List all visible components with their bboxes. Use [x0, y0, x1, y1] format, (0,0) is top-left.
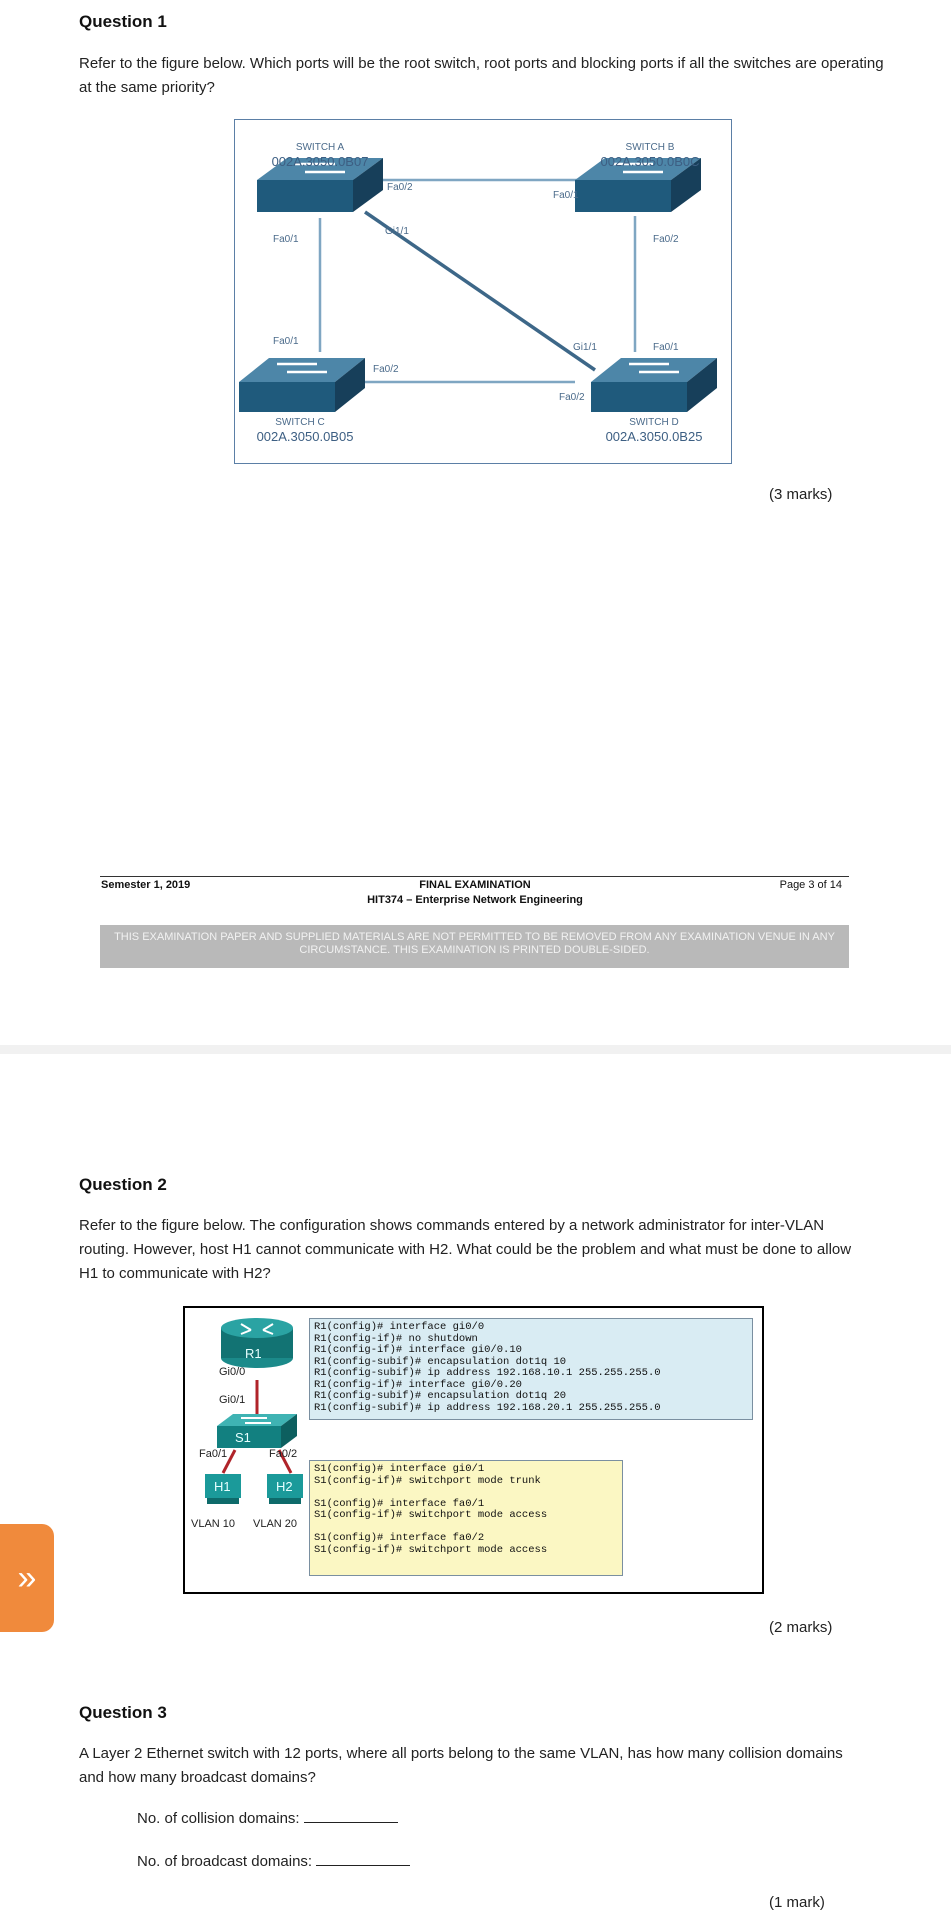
question-3-text: A Layer 2 Ethernet switch with 12 ports, where all ports belong to the same VLAN, has how many collision domains and how many broadcast domains? — [79, 1745, 843, 1786]
port-b-fa02: Fa0/2 — [653, 234, 679, 245]
h2-label: H2 — [276, 1479, 293, 1494]
question-1-title: Question 1 — [79, 12, 167, 31]
port-c-fa02: Fa0/2 — [373, 364, 399, 375]
broadcast-domains-blank[interactable] — [316, 1852, 410, 1866]
switch-a-mac: 002A.3050.0B07 — [271, 154, 369, 169]
stp-topology-figure — [234, 119, 732, 464]
s1-config-box: S1(config)# interface gi0/1 S1(config-if)# switchport mode trunk S1(config)# interface fa0/1 S1(config-if)# switchport mode access S1(config)# interface fa0/2 S1(config-if)# switchport mode access — [309, 1460, 623, 1576]
h1-label: H1 — [214, 1479, 231, 1494]
switch-c-name: SWITCH C — [275, 417, 325, 428]
question-3-title: Question 3 — [79, 1703, 167, 1722]
footer-exam-title: FINAL EXAMINATION — [419, 879, 531, 891]
switch-d-mac: 002A.3050.0B25 — [605, 429, 703, 444]
switch-c-icon — [239, 358, 365, 412]
question-2-text: Refer to the figure below. The configuration shows commands entered by a network administrator for inter-VLAN routing. However, host H1 cannot communicate with H2. What could be the problem and what must be done to allow H1 to communicate with H2? — [79, 1217, 852, 1282]
port-a-fa01: Fa0/1 — [273, 234, 299, 245]
port-gi01: Gi0/1 — [219, 1394, 246, 1406]
footer-page-number: Page 3 of 14 — [779, 879, 842, 891]
port-fa01: Fa0/1 — [199, 1448, 228, 1460]
question-3-marks: (1 mark) — [769, 1894, 825, 1911]
switch-c-mac: 002A.3050.0B05 — [256, 429, 354, 444]
footer-course: HIT374 – Enterprise Network Engineering — [367, 894, 583, 906]
port-b-fa01: Fa0/1 — [553, 190, 579, 201]
vlan-20-label: VLAN 20 — [253, 1518, 298, 1530]
stp-topology-diagram — [235, 120, 731, 463]
side-expand-tab[interactable] — [0, 1524, 54, 1632]
port-d-fa02: Fa0/2 — [559, 392, 585, 403]
switch-d-name: SWITCH D — [629, 417, 679, 428]
r1-label: R1 — [245, 1346, 262, 1361]
footer-semester: Semester 1, 2019 — [101, 879, 191, 891]
switch-a-name: SWITCH A — [295, 142, 345, 153]
switch-s1-icon — [217, 1414, 297, 1448]
question-1-marks: (3 marks) — [769, 486, 833, 503]
footer-warning-banner: THIS EXAMINATION PAPER AND SUPPLIED MATERIALS ARE NOT PERMITTED TO BE REMOVED FROM ANY EXAMINATION VENUE IN ANY CIRCUMSTANCE. THIS EXAMINATION IS PRINTED DOUBLE-SIDED. — [100, 925, 849, 968]
double-chevron-right-icon: » — [17, 1558, 37, 1597]
port-a-fa02: Fa0/2 — [387, 182, 413, 193]
question-2-title: Question 2 — [79, 1175, 167, 1194]
switch-b-mac: 002A.3050.0B0C — [600, 154, 700, 169]
inter-vlan-figure — [183, 1306, 764, 1594]
vlan-10-label: VLAN 10 — [191, 1518, 236, 1530]
switch-d-icon — [591, 358, 717, 412]
port-fa02: Fa0/2 — [269, 1448, 298, 1460]
footer-rule — [100, 876, 849, 877]
collision-domains-label: No. of collision domains: — [137, 1810, 300, 1827]
collision-domains-line — [137, 1807, 398, 1831]
port-a-gi11: Gi1/1 — [385, 226, 409, 237]
question-2-marks: (2 marks) — [769, 1619, 833, 1636]
broadcast-domains-label: No. of broadcast domains: — [137, 1853, 313, 1870]
question-1-text: Refer to the figure below. Which ports will be the root switch, root ports and blocking ports if all the switches are operating at the same priority? — [79, 55, 884, 96]
port-c-fa01: Fa0/1 — [273, 336, 299, 347]
switch-b-name: SWITCH B — [625, 142, 675, 153]
port-d-gi11: Gi1/1 — [573, 342, 597, 353]
s1-label: S1 — [235, 1430, 251, 1445]
port-d-fa01: Fa0/1 — [653, 342, 679, 353]
broadcast-domains-line — [137, 1850, 410, 1874]
port-gi00: Gi0/0 — [219, 1366, 246, 1378]
collision-domains-blank[interactable] — [304, 1809, 398, 1823]
inter-vlan-topology — [185, 1308, 305, 1548]
r1-config-box: R1(config)# interface gi0/0 R1(config-if)# no shutdown R1(config-if)# interface gi0/0.10 R1(config-subif)# encapsulation dot1q 10 R1(config-subif)# ip address 192.168.10.1 255.255.255.0 R1(config-if)# interface gi0/0.20 R1(config-subif)# encapsulation dot1q 20 R1(config-subif)# ip address 192.168.20.1 255.255.255.0 — [309, 1318, 753, 1420]
page-divider — [0, 1045, 951, 1054]
